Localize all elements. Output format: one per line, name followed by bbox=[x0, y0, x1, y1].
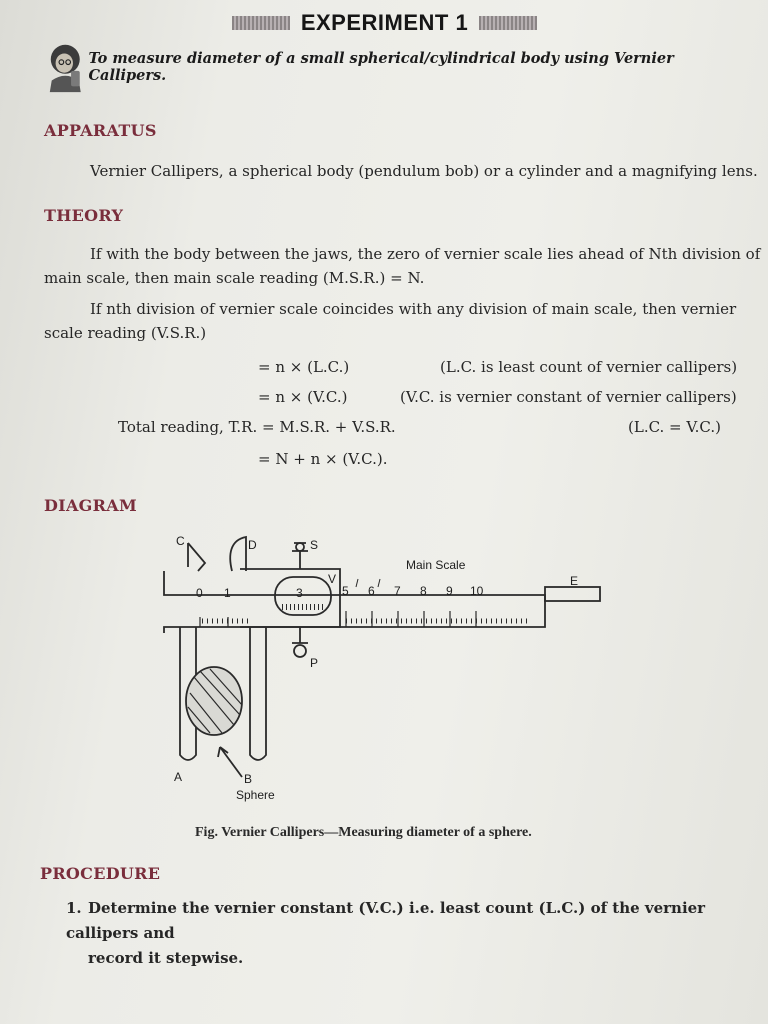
main-tick-label-5: 5 bbox=[342, 584, 349, 598]
theory-para2-line1: If nth division of vernier scale coincides with any division of main scale, then vernier bbox=[90, 300, 737, 318]
main-tick-label-8: 8 bbox=[420, 584, 427, 598]
label-a: A bbox=[174, 770, 183, 784]
label-s: S bbox=[310, 538, 319, 552]
vernier-tick-label: 3 bbox=[296, 586, 303, 600]
equation-vc-note: (V.C. is vernier constant of vernier callipers) bbox=[400, 388, 737, 406]
apparatus-heading: APPARATUS bbox=[44, 121, 157, 140]
total-reading-equation: Total reading, T.R. = M.S.R. + V.S.R. bbox=[118, 418, 396, 436]
equation-vc: = n × (V.C.) bbox=[258, 388, 348, 406]
theory-heading: THEORY bbox=[44, 206, 124, 225]
label-sphere: Sphere bbox=[236, 788, 275, 802]
label-c: C bbox=[176, 534, 185, 548]
main-tick-label-10: 10 bbox=[470, 584, 484, 598]
screw-p-head bbox=[294, 645, 306, 657]
upper-jaw-d bbox=[230, 537, 246, 571]
label-p: P bbox=[310, 656, 319, 670]
theory-para1-line2: main scale, then main scale reading (M.S.R.) = N. bbox=[44, 269, 425, 287]
figure-caption: Fig. Vernier Callipers—Measuring diameter of a sphere. bbox=[195, 825, 532, 840]
main-scale-bar bbox=[164, 571, 545, 633]
depth-rod bbox=[545, 587, 600, 601]
total-reading-note: (L.C. = V.C.) bbox=[628, 418, 721, 436]
sliding-lower-jaw-b bbox=[250, 627, 266, 760]
procedure-heading: PROCEDURE bbox=[40, 864, 161, 883]
vernier-callipers-diagram bbox=[150, 515, 620, 815]
apparatus-text: Vernier Callipers, a spherical body (pendulum bob) or a cylinder and a magnifying lens. bbox=[90, 162, 758, 180]
equation-lc: = n × (L.C.) bbox=[258, 358, 350, 376]
experiment-header bbox=[232, 6, 537, 40]
header-decor-right bbox=[479, 16, 537, 30]
aim-text: To measure diameter of a small spherical/cylindrical body using Vernier Callipers. bbox=[88, 50, 674, 84]
upper-jaw-c bbox=[188, 543, 205, 571]
aim-row bbox=[44, 40, 734, 94]
procedure-item bbox=[66, 896, 736, 971]
main-tick-label-6: 6 bbox=[368, 584, 375, 598]
label-main-scale: Main Scale bbox=[406, 558, 466, 572]
label-e: E bbox=[570, 574, 579, 588]
main-tick-label-7: 7 bbox=[394, 584, 401, 598]
diagram-heading: DIAGRAM bbox=[44, 496, 137, 515]
main-tick-label-1: 1 bbox=[224, 586, 231, 600]
label-v: V bbox=[328, 572, 337, 586]
equation-final: = N + n × (V.C.). bbox=[258, 450, 388, 468]
procedure-item-line2: record it stepwise. bbox=[88, 949, 244, 967]
label-d: D bbox=[248, 538, 257, 552]
main-tick-label-9: 9 bbox=[446, 584, 453, 598]
equation-lc-note: (L.C. is least count of vernier callipers) bbox=[440, 358, 738, 376]
scientist-icon bbox=[44, 41, 87, 93]
header-decor-left bbox=[232, 16, 290, 30]
procedure-item-number: 1. bbox=[66, 899, 82, 917]
experiment-title: EXPERIMENT 1 bbox=[300, 10, 469, 35]
procedure-item-line1: Determine the vernier constant (V.C.) i.e. least count (L.C.) of the vernier callipers and bbox=[66, 899, 706, 942]
sphere-pointer-arrow bbox=[218, 747, 242, 777]
main-tick-label-0: 0 bbox=[196, 586, 203, 600]
theory-para1-line1: If with the body between the jaws, the zero of vernier scale lies ahead of Nth division of bbox=[90, 245, 761, 263]
screw-s-stem bbox=[292, 543, 308, 569]
screw-s-head bbox=[296, 543, 304, 551]
label-b: B bbox=[244, 772, 253, 786]
theory-para2-line2: scale reading (V.S.R.) bbox=[44, 324, 207, 342]
screw-p-stem bbox=[292, 627, 308, 643]
